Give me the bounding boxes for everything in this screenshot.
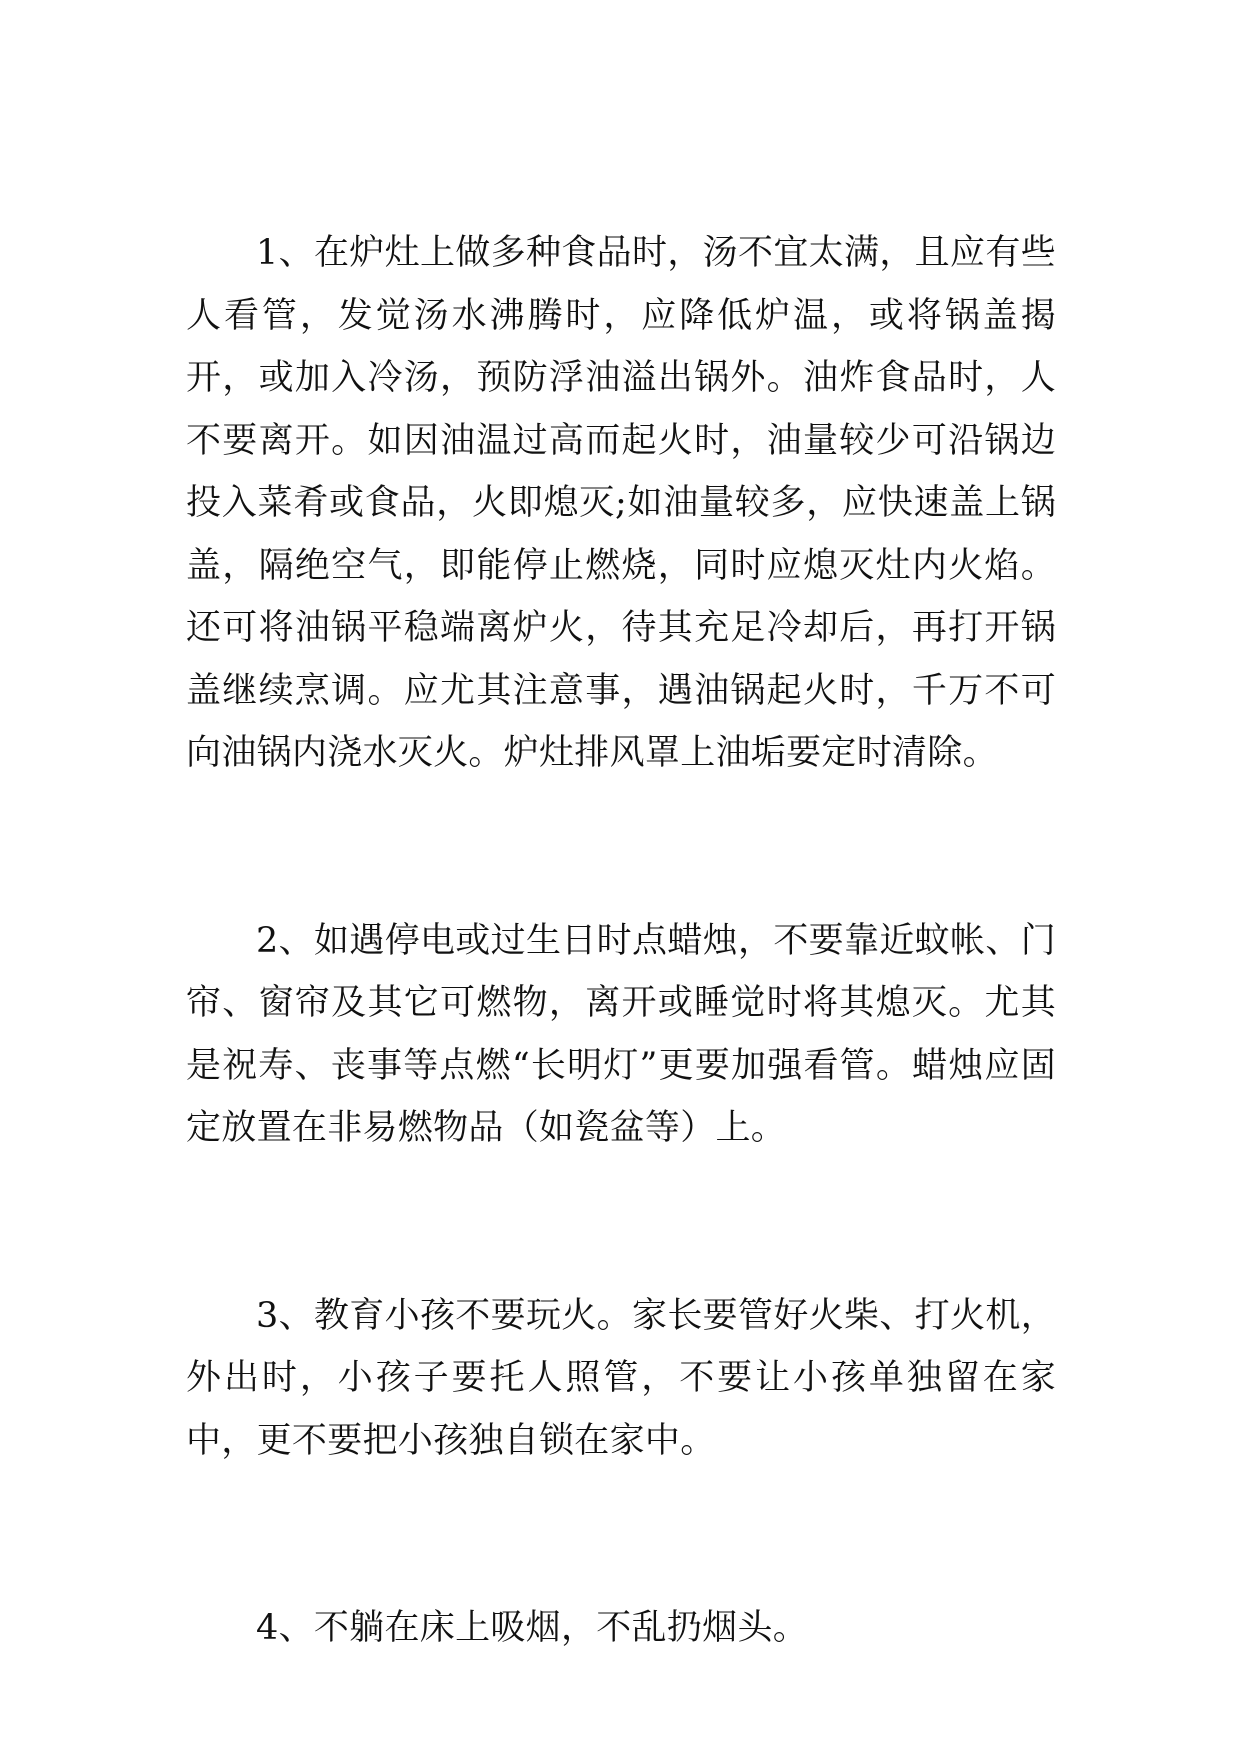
paragraph-spacer [186,1160,1056,1285]
paragraph-spacer [186,785,1056,910]
document-body [186,222,1056,1660]
paragraph-2: 2、如遇停电或过生日时点蜡烛，不要靠近蚊帐、门帘、窗帘及其它可燃物，离开或睡觉时将其熄灭。尤其是祝寿、丧事等点燃“长明灯”更要加强看管。蜡烛应固定放置在非易燃物品（如瓷盆等）上。 [186,920,1056,1148]
paragraph-3: 3、教育小孩不要玩火。家长要管好火柴、打火机，外出时，小孩子要托人照管，不要让小孩单独留在家中，更不要把小孩独自锁在家中。 [186,1295,1056,1461]
paragraph-spacer [186,1472,1056,1597]
paragraph-4: 4、不躺在床上吸烟，不乱扔烟头。 [256,1608,809,1648]
paragraph-1: 1、在炉灶上做多种食品时，汤不宜太满，且应有些人看管，发觉汤水沸腾时，应降低炉温，或将锅盖揭开，或加入冷汤，预防浮油溢出锅外。油炸食品时，人不要离开。如因油温过高而起火时，油量较少可沿锅边投入菜肴或食品，火即熄灭;如油量较多，应快速盖上锅盖，隔绝空气，即能停止燃烧，同时应熄灭灶内火焰。还可将油锅平稳端离炉火，待其充足冷却后，再打开锅盖继续烹调。应尤其注意事，遇油锅起火时，千万不可向油锅内浇水灭火。炉灶排风罩上油垢要定时清除。 [186,233,1056,773]
